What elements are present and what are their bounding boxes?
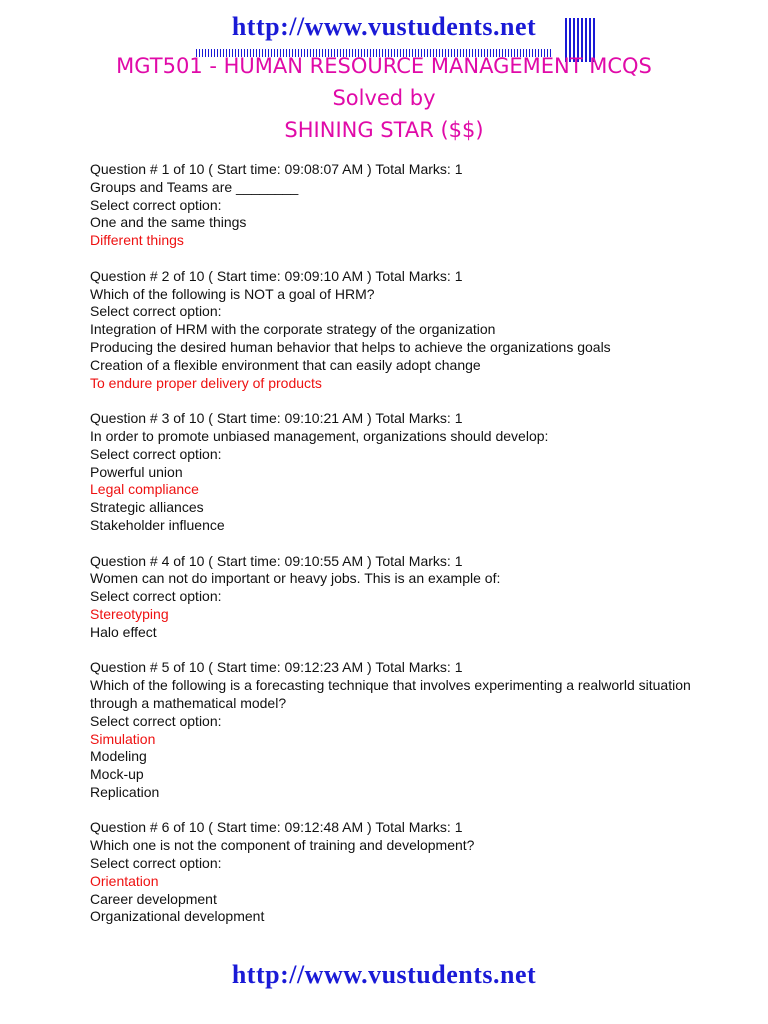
question-text: Which of the following is a forecasting technique that involves experimenting a realworld situation through a mathematical model?: [90, 677, 691, 711]
answer-option: Career development: [90, 890, 217, 907]
answer-option: Modeling: [90, 748, 147, 765]
answer-option: Replication: [90, 783, 160, 800]
answer-option: Creation of a flexible environment that can easily adopt change: [90, 356, 481, 373]
footer-watermark-url: http://www.vustudents.net: [231, 960, 537, 989]
answer-option: Halo effect: [90, 623, 157, 640]
answer-option: Organizational development: [90, 908, 265, 925]
question-text: Groups and Teams are ________: [90, 178, 299, 195]
answer-option: Powerful union: [90, 463, 183, 480]
answer-option: Producing the desired human behavior that helps to achieve the organizations goals: [90, 338, 611, 355]
correct-answer-option: Legal compliance: [90, 481, 199, 498]
answer-option: Mock-up: [90, 766, 144, 783]
question-text: Which one is not the component of training and development?: [90, 837, 475, 854]
question-header: Question # 3 of 10 ( Start time: 09:10:21 AM ) Total Marks: 1: [90, 410, 463, 427]
select-option-prompt: Select correct option:: [90, 196, 222, 213]
question-header: Question # 4 of 10 ( Start time: 09:10:55 AM ) Total Marks: 1: [90, 552, 463, 569]
title-line-course: MGT501 - HUMAN RESOURCE MANAGEMENT MCQS: [116, 54, 652, 78]
question-block: [90, 819, 730, 926]
question-text: Women can not do important or heavy jobs. This is an example of:: [90, 570, 501, 587]
question-block: [90, 553, 730, 642]
question-header: Question # 5 of 10 ( Start time: 09:12:23 AM ) Total Marks: 1: [90, 659, 463, 676]
correct-answer-option: To endure proper delivery of products: [90, 374, 322, 391]
document-title: [0, 50, 768, 146]
question-text: Which of the following is NOT a goal of HRM?: [90, 285, 375, 302]
select-option-prompt: Select correct option:: [90, 855, 222, 872]
question-list: [90, 161, 730, 944]
select-option-prompt: Select correct option:: [90, 712, 222, 729]
question-text: In order to promote unbiased management, organizations should develop:: [90, 427, 549, 444]
answer-option: Integration of HRM with the corporate strategy of the organization: [90, 321, 496, 338]
correct-answer-option: Different things: [90, 232, 184, 249]
title-line-solved-by: Solved by: [332, 86, 436, 110]
correct-answer-option: Stereotyping: [90, 605, 169, 622]
title-line-author: SHINING STAR ($$): [284, 118, 484, 142]
question-header: Question # 1 of 10 ( Start time: 09:08:07 AM ) Total Marks: 1: [90, 161, 463, 177]
select-option-prompt: Select correct option:: [90, 588, 222, 605]
answer-option: One and the same things: [90, 214, 247, 231]
question-block: [90, 161, 730, 250]
correct-answer-option: Orientation: [90, 872, 159, 889]
header-watermark-url: http://www.vustudents.net: [231, 12, 537, 41]
correct-answer-option: Simulation: [90, 730, 156, 747]
select-option-prompt: Select correct option:: [90, 303, 222, 320]
question-block: [90, 410, 730, 535]
question-block: [90, 268, 730, 393]
question-header: Question # 6 of 10 ( Start time: 09:12:48 AM ) Total Marks: 1: [90, 819, 463, 836]
select-option-prompt: Select correct option:: [90, 445, 222, 462]
question-header: Question # 2 of 10 ( Start time: 09:09:10 AM ) Total Marks: 1: [90, 267, 463, 284]
answer-option: Strategic alliances: [90, 499, 204, 516]
question-block: [90, 659, 730, 801]
answer-option: Stakeholder influence: [90, 516, 225, 533]
